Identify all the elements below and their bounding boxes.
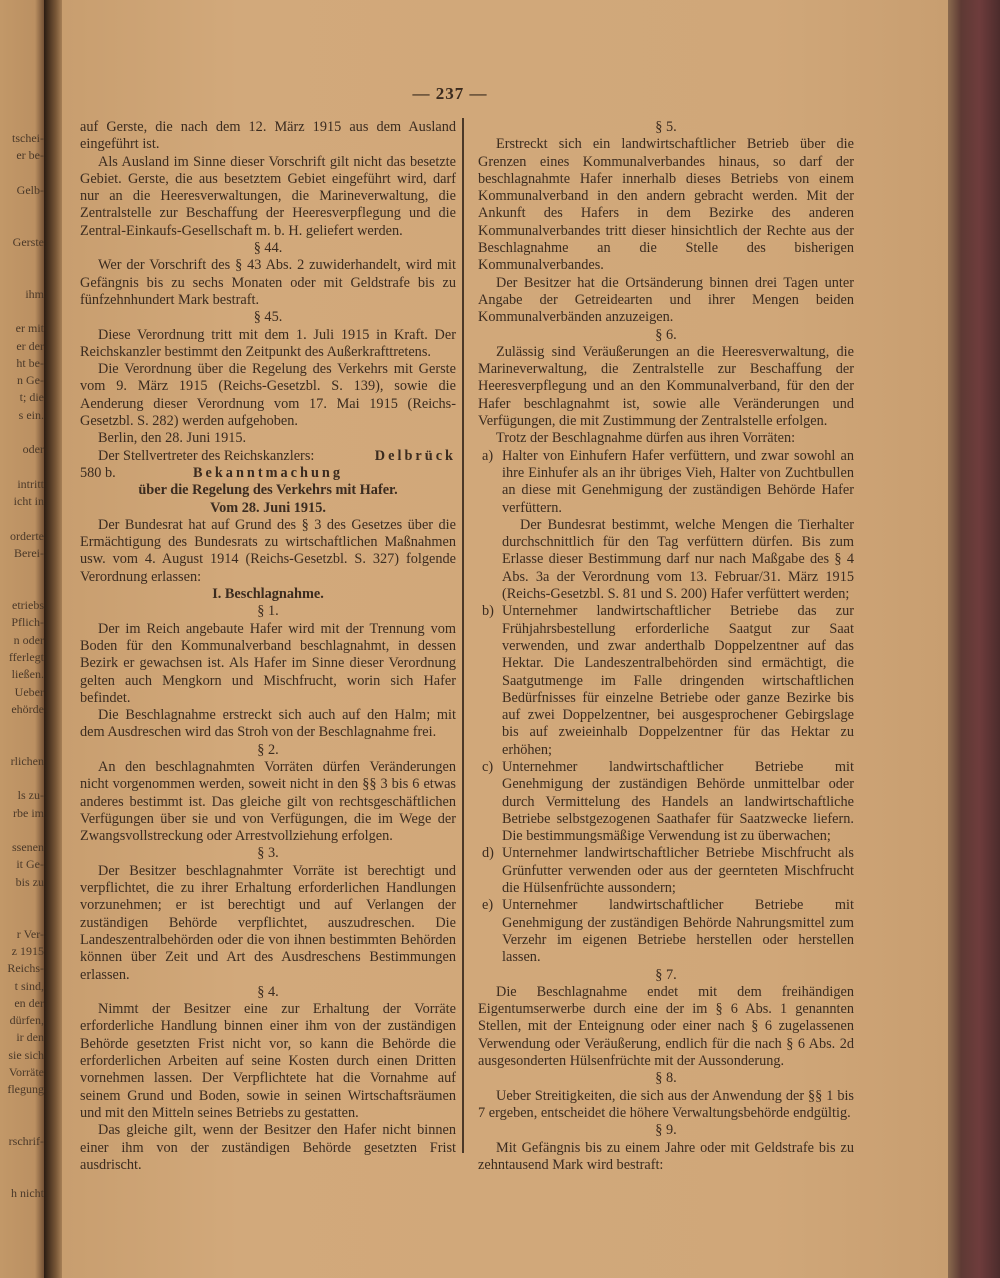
facing-page-line: oder [22, 442, 44, 457]
facing-page-line: it Ge- [16, 857, 44, 872]
signature-name: Delbrück [374, 447, 456, 464]
paragraph: Nimmt der Besitzer eine zur Erhaltung der Vorräte erforderliche Handlung binnen einer ihm von der zuständigen Behörde gesetzten Frist nicht vor, so kann die Behörde die erforderlichen Arbeiten auf seine Kosten durch einen Dritten vornehmen lassen. Der Verpflichtete hat die Vornahme auf seinem Grund und Boden, sowie in seinen Wirtschaftsräumen und mit den Mitteln seines Betriebs zu gestatten. [80, 1001, 456, 1121]
facing-page-line: er be- [16, 148, 44, 163]
facing-page-line: rlichen [10, 753, 44, 768]
section-heading: § 9. [655, 1122, 677, 1139]
facing-page-line: z 1915 [11, 943, 44, 958]
paragraph: Der Besitzer beschlagnahmter Vorräte ist berechtigt und verpflichtet, die zu ihrer Erhaltung erforderlichen Handlungen vorzunehmen; er ist berechtigt und auf Verlangen der zuständigen Behörde verpflichtet, auszudreschen. Die Landeszentralbehörden oder die von ihnen bestimmten Behörden können über Zeit und Art des Ausdreschens Bestimmungen erlassen. [80, 862, 456, 983]
paragraph: Das gleiche gilt, wenn der Besitzer den Hafer nicht binnen einer ihm von der zuständigen Behörde gesetzten Frist ausdrischt. [80, 1122, 456, 1173]
facing-page-line: fferlegt [8, 649, 44, 664]
list-item-label: d) [482, 845, 494, 862]
facing-page-line: bis zu [15, 874, 44, 889]
signature-line [80, 448, 456, 465]
heading: Vom 28. Juni 1915. [210, 499, 326, 516]
column-divider [462, 118, 464, 1153]
list-item-label: c) [482, 758, 494, 775]
list-item-label: a) [482, 447, 494, 464]
heading: I. Beschlagnahme. [212, 586, 324, 603]
facing-page-line: n Ge- [17, 373, 44, 388]
facing-page-line: er der [16, 338, 44, 353]
facing-page-line [0, 1168, 44, 1185]
facing-page-line: etriebs [12, 598, 44, 613]
facing-page-line: h nicht [11, 1186, 44, 1201]
paragraph: Der Bundesrat bestimmt, welche Mengen die Tierhalter durchschnittlich für den Tag verfüttern dürfen. Bis zum Erlasse dieser Bestimmung darf nur nach Maßgabe des § 4 Abs. 3a der Verordnung vom 13. Februar/31. März 1915 (Reichs-Gesetzbl. S. 81 und S. 200) Hafer verfüttert werden; [502, 516, 854, 603]
section-heading: § 6. [655, 326, 677, 343]
paragraph: Mit Gefängnis bis zu einem Jahre oder mit Geldstrafe bis zu zehntausend Mark wird bestraft: [478, 1139, 854, 1173]
facing-page-line [0, 718, 44, 735]
facing-page-text-fragments [0, 130, 44, 1202]
facing-page-line [0, 251, 44, 268]
facing-page-line [0, 459, 44, 476]
paragraph: Zulässig sind Veräußerungen an die Heeresverwaltung, die Marineverwaltung, die Zentralstelle zur Beschaffung der Heeresverpflegung und an den Kommunalverband, für den der Hafer beschlagnahmt ist, sowie alle Veränderungen und Verfügungen, die mit Zustimmung der Zentralstelle erfolgen. [478, 343, 854, 430]
facing-page-line [0, 1151, 44, 1168]
facing-page-line [0, 580, 44, 597]
list-item-text: Unternehmer landwirtschaftlicher Betriebe mit Genehmigung der zuständigen Behörde unmittelbar oder durch Vermittelung des Handels an landwirtschaftliche Betriebe selbstgezogenen Saathafer für Saatzwecke liefern. Die bestimmungsmäßige Verwendung ist zu überwachen; [502, 758, 854, 845]
list-item-label: e) [482, 897, 494, 914]
facing-page-line [0, 199, 44, 216]
facing-page-line: Gerste [12, 234, 44, 249]
facing-page-line: en der [14, 995, 44, 1010]
facing-page-line: er mit [15, 321, 44, 336]
facing-page-line: dürfen, [9, 1013, 44, 1028]
facing-page-line: Pflich- [11, 615, 44, 630]
paragraph: An den beschlagnahmten Vorräten dürfen Veränderungen nicht vorgenommen werden, soweit nicht in den §§ 3 bis 6 etwas anderes bestimmt ist. Das gleiche gilt von rechtsgeschäftlichen Verfügungen über sie und von Verfügungen, die im Wege der Zwangsvollstreckung oder Arrestvollziehung erfolgen. [80, 758, 456, 845]
facing-page-line: tschei- [12, 131, 44, 145]
section-heading: § 7. [655, 966, 677, 983]
list-item-text: Unternehmer landwirtschaftlicher Betriebe das zur Frühjahrsbestellung erforderliche Saatgut zur Saat verwenden, und zwar anderthalb Doppelzentner auf das Hektar. Die Landeszentralbehörden sind ermächtigt, die Saatgutmenge im Falle dringenden wirtschaftlichen Bedürfnisses für einzelne Betriebe oder ganze Bezirke bis auf zwei Doppelzentner, bei ausgesprochener Gebirgslage bis auf zweieinhalb Doppelzentner für das Hektar zu erhöhen; [502, 603, 854, 758]
facing-page-line: n oder [13, 632, 44, 647]
facing-page-line: ihm [25, 286, 44, 301]
section-heading: § 45. [253, 309, 283, 326]
facing-page-line [0, 216, 44, 233]
section-heading: § 5. [655, 119, 677, 135]
facing-page-line: Reichs- [7, 961, 44, 976]
facing-page-line: Berei- [14, 546, 44, 561]
paragraph: Die Beschlagnahme erstreckt sich auch auf den Halm; mit dem Ausdreschen wird das Stroh von der Beschlagnahme frei. [80, 707, 456, 741]
section-heading: § 3. [257, 845, 279, 862]
facing-page-line: orderte [10, 528, 44, 543]
paragraph: Trotz der Beschlagnahme dürfen aus ihren Vorräten: [496, 430, 796, 447]
facing-page-line [0, 424, 44, 441]
facing-page-line [0, 562, 44, 579]
paragraph: Diese Verordnung tritt mit dem 1. Juli 1915 in Kraft. Der Reichskanzler bestimmt den Zeitpunkt des Außerkrafttretens. [80, 326, 456, 360]
facing-page-line: ehörde [11, 701, 44, 716]
facing-page-line: s ein. [18, 407, 44, 422]
list-item-text: Halter von Einhufern Hafer verfüttern, und zwar sowohl an ihre Einhufer als an ihr übriges Vieh, Halter von Zuchtbullen an diese mit Genehmigung der zuständigen Behörde Hafer verfüttern. [502, 447, 854, 516]
section-heading: § 8. [655, 1070, 677, 1087]
facing-page-line: Gelb- [16, 182, 44, 197]
facing-page-line [0, 908, 44, 925]
announcement-title [80, 465, 456, 482]
facing-page-line: ls zu- [17, 788, 44, 803]
facing-page-line: ir den [16, 1030, 44, 1045]
facing-page-line: rschrif- [8, 1134, 44, 1149]
section-heading: § 2. [257, 741, 279, 758]
paragraph: Die Verordnung über die Regelung des Verkehrs mit Gerste vom 9. März 1915 (Reichs-Gesetzbl. S. 139), sowie die Aenderung dieser Verordnung vom 17. Mai 1915 (Reichs-Gesetzbl. S. 282) werden aufgehoben. [80, 361, 456, 430]
facing-page-line: t sind, [14, 978, 44, 993]
paragraph: Der Besitzer hat die Ortsänderung binnen drei Tagen unter Angabe der Getreidearten und ihrer Mengen beiden Kommunalverbänden anzuzeigen. [478, 274, 854, 326]
left-column [80, 119, 456, 1174]
facing-page-line [0, 891, 44, 908]
section-heading: § 44. [253, 240, 283, 257]
facing-page-line [0, 1116, 44, 1133]
paragraph: Die Beschlagnahme endet mit dem freihändigen Eigentumserwerbe durch eine der im § 6 Abs. 1 genannten Stellen, mit der Enteignung oder einer nach § 6 zugelassenen Verwendung oder Veräußerung, endlich für die nach § 6 Abs. 2d ausgesonderten Hülsenfrüchte mit der Aussonderung. [478, 983, 854, 1070]
facing-page-line: ssenen [12, 840, 44, 855]
page-number: — 237 — [412, 84, 488, 103]
facing-page-line [0, 511, 44, 528]
paragraph: Der im Reich angebaute Hafer wird mit der Trennung vom Boden für den Kommunalverband beschlagnahmt, in dessen Bezirk er gewachsen ist. Als Hafer im Sinne dieser Verordnung gelten auch Mengkorn und Mischfrucht, worin sich Hafer befindet. [80, 620, 456, 706]
signature-role: Der Stellvertreter des Reichskanzlers: [98, 447, 315, 464]
announcement-number: 580 b. [80, 464, 116, 481]
facing-page-line [0, 735, 44, 752]
list-item-text: Unternehmer landwirtschaftlicher Betriebe Mischfrucht als Grünfutter verwenden oder aus der geernteten Mischfrucht die Hülsenfrüchte aussondern; [502, 845, 854, 897]
facing-page-line: ht be- [16, 355, 44, 370]
paragraph: Als Ausland im Sinne dieser Vorschrift gilt nicht das besetzte Gebiet. Gerste, die aus besetztem Gebiet eingeführt wird, darf nur an die Heeresverwaltungen, die Marineverwaltung, die Zentralstelle zur Beschaffung der Heeresverpflegung und die Zentral-Einkaufs-Gesellschaft m. b. H. geliefert werden. [80, 153, 456, 239]
book-edge [948, 0, 1000, 1278]
list-item [478, 897, 854, 966]
paragraph: Erstreckt sich ein landwirtschaftlicher Betrieb über die Grenzen eines Kommunalverbandes hinaus, so darf der beschlagnahmte Hafer innerhalb dieses Betriebs von einem Kommunalverband in den andern gebracht werden. Mit der Ankunft des Hafers in dem Bezirke des anderen Kommunalverbandes tritt dieser hinsichtlich der Rechte aus der Beschlagnahme an die Stelle des bisherigen Kommunalverbandes. [478, 136, 854, 274]
list-item [478, 759, 854, 845]
right-column [478, 119, 854, 1174]
paragraph: Ueber Streitigkeiten, die sich aus der Anwendung der §§ 1 bis 7 ergeben, entscheidet die höhere Verwaltungsbehörde endgültig. [478, 1087, 854, 1121]
list-item-label: b) [482, 603, 494, 620]
facing-page-line: icht in [13, 494, 44, 509]
section-heading: § 1. [257, 603, 279, 620]
facing-page-line [0, 165, 44, 182]
facing-page-line: t; die [19, 390, 44, 405]
facing-page-line: r Ver- [16, 926, 44, 941]
paragraph: Berlin, den 28. Juni 1915. [98, 430, 247, 447]
facing-page-line: rbe im [13, 805, 44, 820]
facing-page-line: sie sich [8, 1047, 44, 1062]
list-item [478, 603, 854, 759]
facing-page-line: Ueber [14, 684, 44, 699]
facing-page-line: Vorräte [8, 1065, 44, 1080]
facing-page-line: intritt [17, 476, 44, 491]
facing-page-line [0, 822, 44, 839]
facing-page-line [0, 1099, 44, 1116]
paragraph: Der Bundesrat hat auf Grund des § 3 des Gesetzes über die Ermächtigung des Bundesrats zu wirtschaftlichen Maßnahmen usw. vom 4. August 1914 (Reichs-Gesetzbl. S. 327) folgende Verordnung erlassen: [80, 516, 456, 585]
heading: über die Regelung des Verkehrs mit Hafer. [138, 482, 398, 499]
list-item [478, 845, 854, 897]
facing-page-line [0, 770, 44, 787]
section-heading: § 4. [257, 983, 279, 1000]
list-item-text: Unternehmer landwirtschaftlicher Betriebe mit Genehmigung der zuständigen Behörde Nahrungsmittel zum Verzehr im eigenen Betriebe herstellen oder herstellen lassen. [502, 897, 854, 966]
facing-page-line [0, 303, 44, 320]
facing-page-line: ließen. [11, 667, 44, 682]
paragraph: auf Gerste, die nach dem 12. März 1915 aus dem Ausland eingeführt ist. [80, 119, 456, 153]
announcement-heading: Bekanntmachung [192, 464, 344, 481]
facing-page-line [0, 268, 44, 285]
list-item [478, 448, 854, 517]
paragraph: Wer der Vorschrift des § 43 Abs. 2 zuwiderhandelt, wird mit Gefängnis bis zu sechs Monaten oder mit Geldstrafe bis zu fünfzehnhundert Mark bestraft. [80, 257, 456, 308]
facing-page-line: flegung [7, 1082, 44, 1097]
